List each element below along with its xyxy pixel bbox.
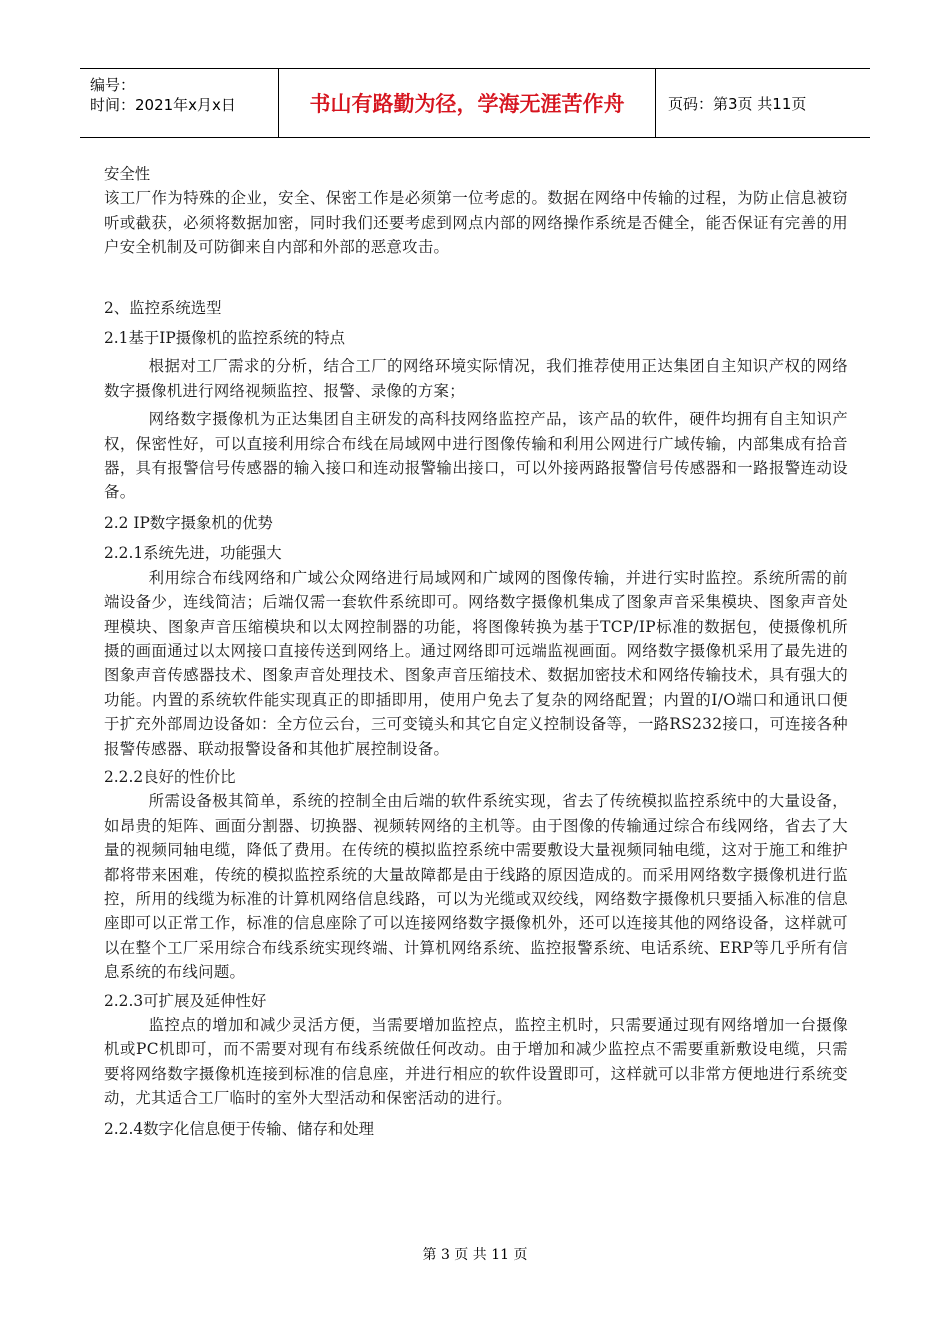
document-body [104,162,848,1141]
document-date-label: 时间：2021年x月x日 [90,96,236,114]
section-heading-2-1: 2.1基于IP摄像机的监控系统的特点 [104,329,345,348]
section-heading-2-2-2: 2.2.2良好的性价比 [104,767,236,786]
paragraph-2-1-b: 网络数字摄像机为正达集团自主研发的高科技网络监控产品，该产品的软件，硬件均拥有自主知识产权，保密性好，可以直接利用综合布线在局域网中进行图像传输和利用公网进行广域传输，内部集成有拾音器，具有报警信号传感器的输入接口和连动报警输出接口，可以外接两路报警信号传感器和一路报警连动设备。 [104,410,848,502]
page-header [80,68,870,138]
document-id-label: 编号： [90,76,136,94]
paragraph-2-2-1: 利用综合布线网络和广域公众网络进行局域网和广域网的图像传输，并进行实时监控。系统所需的前端设备少，连线简洁；后端仅需一套软件系统即可。网络数字摄像机集成了图象声音采集模块、图象声音处理模块、图象声音压缩模块和以太网控制器的功能，将图像转换为基于TCP/IP标准的数据包，使摄像机所摄的画面通过以太网接口直接传送到网络上。通过网络即可远端监视画面。网络数字摄像机采用了最先进的图象声音传感器技术、图象声音处理技术、图象声音压缩技术、数据加密技术和网络传输技术，具有强大的功能。内置的系统软件能实现真正的即插即用，使用户免去了复杂的网络配置；内置的I/O端口和通讯口便于扩充外部周边设备如：全方位云台，三可变镜头和其它自定义控制设备等，一路RS232接口，可连接各种报警传感器、联动报警设备和其他扩展控制设备。 [104,568,848,758]
section-heading-security: 安全性 [104,165,151,183]
section-heading-2-2: 2.2 IP数字摄象机的优势 [104,513,273,532]
page-footer: 第 3 页 共 11 页 [422,1247,528,1263]
spacer [104,260,848,296]
paragraph-2-2-3: 监控点的增加和减少灵活方便，当需要增加监控点，监控主机时，只需要通过现有网络增加一台摄像机或PC机即可，而不需要对现有布线系统做任何改动。由于增加和减少监控点不需要重新敷设电缆，只需要将网络数字摄像机连接到标准的信息座，并进行相应的软件设置即可，这样就可以非常方便地进行系统变动，尤其适合工厂临时的室外大型活动和保密活动的进行。 [104,1016,848,1108]
paragraph-2-2-2: 所需设备极其简单，系统的控制全由后端的软件系统实现，省去了传统模拟监控系统中的大量设备，如昂贵的矩阵、画面分割器、切换器、视频转网络的主机等。由于图像的传输通过综合布线网络，省去了大量的视频同轴电缆，降低了费用。在传统的模拟监控系统中需要敷设大量视频同轴电缆，这对于施工和维护都将带来困难，传统的模拟监控系统的大量故障都是由于线路的原因造成的。而采用网络数字摄像机进行监控，所用的线缆为标准的计算机网络信息线路，可以为光缆或双绞线，网络数字摄像机只要插入标准的信息座即可以正常工作，标准的信息座除了可以连接网络数字摄像机外，还可以连接其他的网络设备，这样就可以在整个工厂采用综合布线系统实现终端、计算机网络系统、监控报警系统、电话系统、ERP等几乎所有信息系统的布线问题。 [104,792,848,982]
section-heading-2: 2、监控系统选型 [104,298,222,317]
header-motto: 书山有路勤为径，学海无涯苦作舟 [279,69,656,137]
paragraph-security: 该工厂作为特殊的企业，安全、保密工作是必须第一位考虑的。数据在网络中传输的过程，为防止信息被窃听或截获，必须将数据加密，同时我们还要考虑到网点内部的网络操作系统是否健全，能否保证有完善的用户安全机制及可防御来自内部和外部的恶意攻击。 [104,189,848,257]
section-heading-2-2-4: 2.2.4数字化信息便于传输、储存和处理 [104,1119,375,1138]
section-heading-2-2-3: 2.2.3可扩展及延伸性好 [104,991,267,1010]
header-meta [80,69,279,137]
section-heading-2-2-1: 2.2.1系统先进，功能强大 [104,544,282,563]
paragraph-2-1-a: 根据对工厂需求的分析，结合工厂的网络环境实际情况，我们推荐使用正达集团自主知识产权的网络数字摄像机进行网络视频监控、报警、录像的方案； [104,357,848,400]
header-page-label: 页码：第3页 共11页 [668,94,807,113]
